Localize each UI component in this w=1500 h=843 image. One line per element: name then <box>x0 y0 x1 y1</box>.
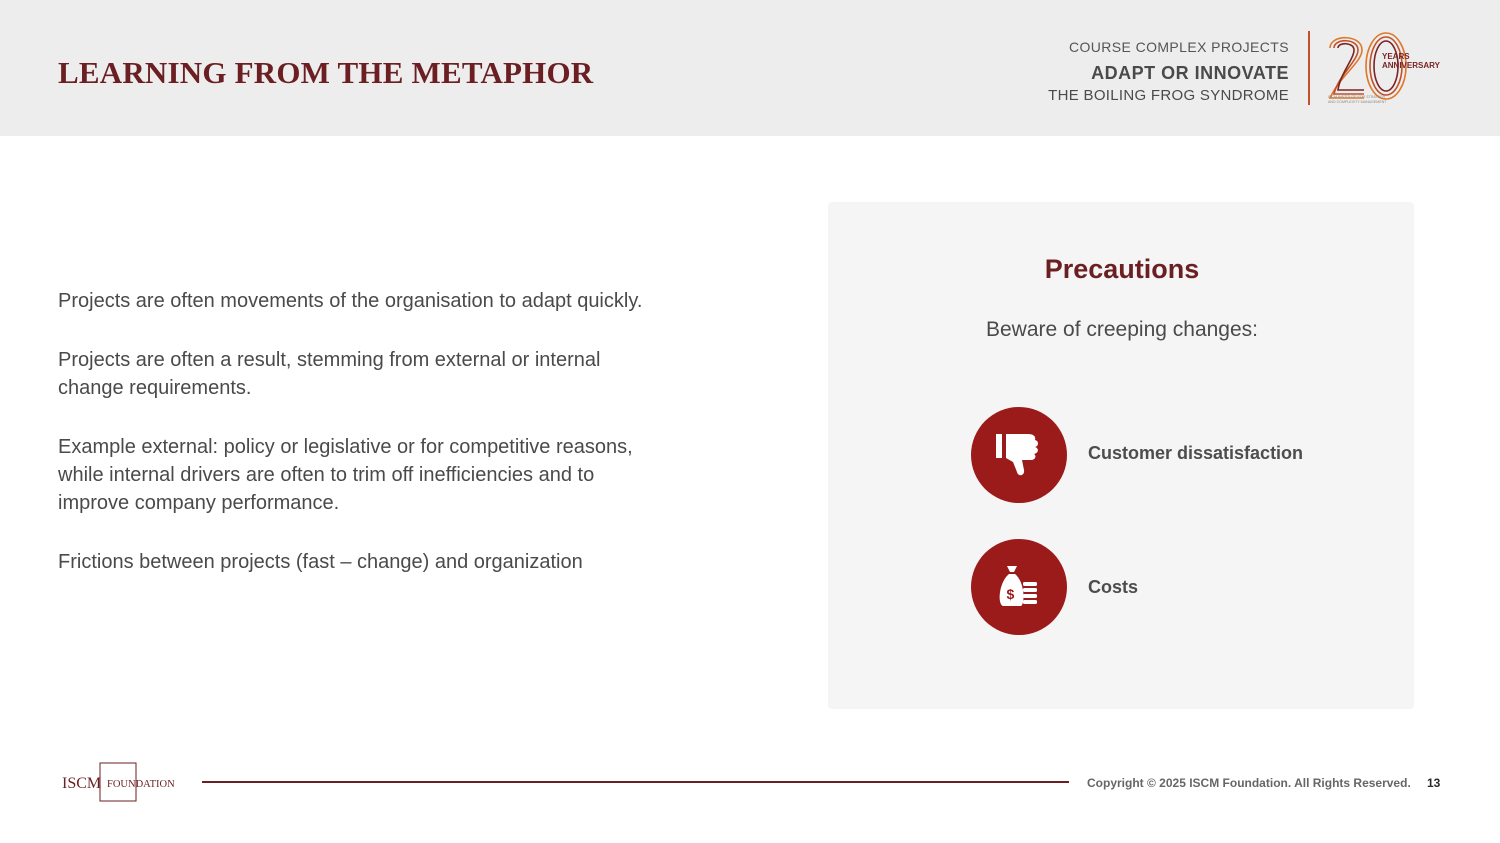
panel-subtitle: Beware of creeping changes: <box>985 318 1258 341</box>
money-bag-icon <box>971 539 1067 635</box>
thumbs-down-icon <box>971 407 1067 503</box>
iscm-foundation-logo <box>60 762 184 804</box>
paragraph-2: Projects are often a result, stemming from external or internal change requirements. <box>58 349 601 399</box>
logo-sub-text: FOUNDATION <box>107 779 175 790</box>
slide-header <box>0 0 1500 136</box>
copyright-text: Copyright © 2025 ISCM Foundation. All Rights Reserved. <box>1087 776 1411 790</box>
anniversary-tagline-2: AND COMPLEXITY MANAGEMENT <box>1328 100 1387 104</box>
svg-text:$: $ <box>1006 586 1015 602</box>
paragraph-1: Projects are often movements of the organisation to adapt quickly. <box>58 290 643 312</box>
anniversary-logo <box>1326 28 1450 110</box>
logo-main-text: ISCM <box>62 775 102 792</box>
item-label-customer-dissatisfaction: Customer dissatisfaction <box>1088 443 1304 463</box>
anniversary-tagline-1: ISCM INSTITUTE FOR STRATEGY <box>1328 95 1386 99</box>
slide-title: LEARNING FROM THE METAPHOR <box>58 55 594 90</box>
paragraph-4: Frictions between projects (fast – change) and organization <box>58 551 583 573</box>
course-info <box>1048 38 1289 106</box>
course-subtitle: THE BOILING FROG SYNDROME <box>1048 87 1289 104</box>
precautions-panel <box>828 202 1414 709</box>
course-title: ADAPT OR INNOVATE <box>1091 63 1289 83</box>
paragraph-3: Example external: policy or legislative or for competitive reasons, while internal drivers are often to trim off inefficiencies and to improve company performance. <box>58 436 633 514</box>
header-divider <box>1308 31 1310 105</box>
page-number: 13 <box>1427 776 1441 790</box>
anniversary-label: ANNIVERSARY <box>1382 61 1440 70</box>
item-label-costs: Costs <box>1088 577 1139 597</box>
course-label: COURSE COMPLEX PROJECTS <box>1068 39 1289 55</box>
body-text <box>58 287 668 607</box>
panel-title: Precautions <box>1044 254 1200 284</box>
anniversary-years: YEARS <box>1382 52 1410 61</box>
footer-divider <box>202 781 1069 783</box>
